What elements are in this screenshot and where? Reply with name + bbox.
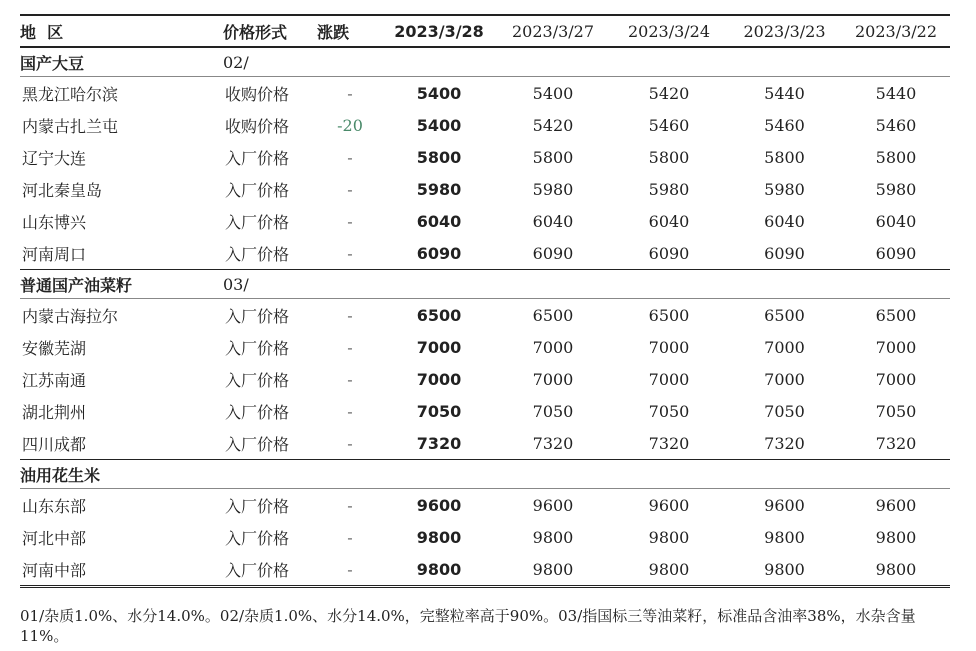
price-cell: 5440 <box>764 83 805 103</box>
price-cell: 7000 <box>764 369 805 389</box>
group-empty-cell <box>842 270 950 299</box>
current-price-cell: 9800 <box>383 553 495 587</box>
price-cell: 9800 <box>727 553 842 587</box>
price-cell: 6500 <box>532 305 574 325</box>
price-cell: 5460 <box>875 115 917 135</box>
price-cell: 5400 <box>532 83 574 103</box>
change-cell: - <box>347 401 353 421</box>
header-type: 价格形式 <box>223 15 317 47</box>
group-empty-cell <box>317 460 383 489</box>
price-cell: 7320 <box>875 433 917 453</box>
price-cell: 5800 <box>532 147 574 167</box>
price-cell: 9600 <box>648 495 690 515</box>
price-cell: 5460 <box>648 115 690 135</box>
group-empty-cell <box>495 270 611 299</box>
group-row <box>20 270 950 299</box>
price-cell: 7000 <box>764 337 805 357</box>
price-cell: 6090 <box>764 243 805 263</box>
region-cell: 黑龙江哈尔滨 <box>22 84 119 104</box>
price-cell: 7050 <box>648 401 690 421</box>
current-price-cell: 5800 <box>416 147 462 167</box>
region-cell: 山东博兴 <box>22 212 87 232</box>
price-type-cell: 收购价格 <box>225 116 290 136</box>
price-type-cell: 收购价格 <box>225 84 290 104</box>
price-type-cell: 入厂价格 <box>225 212 290 232</box>
group-note: 02/ <box>223 47 317 77</box>
region-cell: 河北中部 <box>22 528 87 548</box>
price-type-cell: 入厂价格 <box>225 402 290 422</box>
price-cell: 5440 <box>875 83 917 103</box>
group-name: 普通国产油菜籽 <box>20 270 223 299</box>
price-cell: 9600 <box>764 495 805 515</box>
change-cell: - <box>347 433 353 453</box>
header-change: 涨跌 <box>317 15 383 47</box>
price-cell: 5800 <box>875 147 917 167</box>
table-row <box>20 521 950 553</box>
price-type-cell: 入厂价格 <box>225 338 290 358</box>
change-cell: - <box>347 83 353 103</box>
group-empty-cell <box>842 47 950 77</box>
price-table-container <box>20 14 950 588</box>
group-empty-cell <box>611 270 727 299</box>
region-cell: 四川成都 <box>22 434 87 454</box>
table-row <box>20 553 950 587</box>
price-cell: 7050 <box>532 401 574 421</box>
current-price-cell: 6090 <box>416 243 462 263</box>
table-row <box>20 205 950 237</box>
current-price-cell: 9600 <box>416 495 462 515</box>
header-date: 2023/3/28 <box>383 15 495 47</box>
price-cell: 6090 <box>648 243 690 263</box>
price-type-cell: 入厂价格 <box>223 553 317 587</box>
group-empty-cell <box>495 47 611 77</box>
price-cell: 5980 <box>648 179 690 199</box>
price-cell: 9600 <box>875 495 917 515</box>
change-cell: -20 <box>337 115 363 135</box>
current-price-cell: 7000 <box>416 369 462 389</box>
price-type-cell: 入厂价格 <box>225 306 290 326</box>
group-note: 03/ <box>223 270 317 299</box>
current-price-cell: 5980 <box>416 179 462 199</box>
region-cell: 山东东部 <box>22 496 87 516</box>
price-cell: 7000 <box>875 337 917 357</box>
region-cell: 河南周口 <box>22 244 87 264</box>
price-type-cell: 入厂价格 <box>225 528 290 548</box>
table-row <box>20 395 950 427</box>
price-type-cell: 入厂价格 <box>225 434 290 454</box>
price-cell: 5420 <box>532 115 574 135</box>
price-cell: 6040 <box>875 211 917 231</box>
price-cell: 9800 <box>495 553 611 587</box>
current-price-cell: 6500 <box>416 305 462 325</box>
group-empty-cell <box>317 47 383 77</box>
table-row <box>20 173 950 205</box>
group-empty-cell <box>383 47 495 77</box>
region-cell: 湖北荆州 <box>22 402 87 422</box>
header-date: 2023/3/22 <box>842 15 950 47</box>
price-cell: 7050 <box>875 401 917 421</box>
price-cell: 9800 <box>875 527 917 547</box>
price-cell: 7000 <box>875 369 917 389</box>
group-empty-cell <box>495 460 611 489</box>
table-row <box>20 77 950 110</box>
price-cell: 6500 <box>764 305 805 325</box>
table-row <box>20 141 950 173</box>
price-cell: 7000 <box>532 369 574 389</box>
change-cell: - <box>347 179 353 199</box>
group-empty-cell <box>611 460 727 489</box>
header-region: 地 区 <box>20 15 223 47</box>
header-date: 2023/3/24 <box>611 15 727 47</box>
price-cell: 5800 <box>648 147 690 167</box>
change-cell: - <box>347 305 353 325</box>
price-table <box>20 14 950 588</box>
change-cell: - <box>347 211 353 231</box>
current-price-cell: 5400 <box>416 83 462 103</box>
group-note <box>223 460 317 489</box>
price-cell: 7320 <box>532 433 574 453</box>
header-date: 2023/3/23 <box>727 15 842 47</box>
current-price-cell: 7320 <box>416 433 462 453</box>
group-empty-cell <box>727 460 842 489</box>
change-cell: - <box>347 527 353 547</box>
change-cell: - <box>317 553 383 587</box>
table-row <box>20 109 950 141</box>
region-cell: 辽宁大连 <box>22 148 87 168</box>
price-cell: 7000 <box>648 369 690 389</box>
region-cell: 内蒙古海拉尔 <box>22 306 119 326</box>
change-cell: - <box>347 243 353 263</box>
table-row <box>20 489 950 522</box>
group-empty-cell <box>317 270 383 299</box>
table-row <box>20 299 950 332</box>
price-cell: 9600 <box>532 495 574 515</box>
header-row <box>20 15 950 47</box>
price-cell: 5980 <box>532 179 574 199</box>
price-cell: 5420 <box>648 83 690 103</box>
group-empty-cell <box>383 270 495 299</box>
group-name: 油用花生米 <box>20 460 223 489</box>
group-row <box>20 460 950 489</box>
price-type-cell: 入厂价格 <box>225 148 290 168</box>
price-type-cell: 入厂价格 <box>225 370 290 390</box>
region-cell: 安徽芜湖 <box>22 338 87 358</box>
region-cell: 江苏南通 <box>22 370 87 390</box>
group-empty-cell <box>727 47 842 77</box>
price-cell: 6040 <box>648 211 690 231</box>
price-cell: 7320 <box>648 433 690 453</box>
change-cell: - <box>347 369 353 389</box>
price-type-cell: 入厂价格 <box>225 496 290 516</box>
footnote: 01/杂质1.0%、水分14.0%。02/杂质1.0%、水分14.0%，完整粒率高于90%。03/指国标三等油菜籽，标准品含油率38%，水杂含量11%。 <box>20 607 916 645</box>
price-cell: 9800 <box>532 527 574 547</box>
current-price-cell: 6040 <box>416 211 462 231</box>
price-cell: 9800 <box>611 553 727 587</box>
price-cell: 6040 <box>532 211 574 231</box>
change-cell: - <box>347 495 353 515</box>
price-cell: 7000 <box>532 337 574 357</box>
table-row <box>20 331 950 363</box>
price-cell: 5460 <box>764 115 805 135</box>
price-cell: 7320 <box>764 433 805 453</box>
group-empty-cell <box>727 270 842 299</box>
group-row <box>20 47 950 77</box>
price-type-cell: 入厂价格 <box>225 180 290 200</box>
price-cell: 5800 <box>764 147 805 167</box>
current-price-cell: 5400 <box>416 115 462 135</box>
table-row <box>20 237 950 270</box>
current-price-cell: 9800 <box>416 527 462 547</box>
price-cell: 6040 <box>764 211 805 231</box>
price-cell: 5980 <box>875 179 917 199</box>
current-price-cell: 7050 <box>416 401 462 421</box>
current-price-cell: 7000 <box>416 337 462 357</box>
price-type-cell: 入厂价格 <box>225 244 290 264</box>
group-name: 国产大豆 <box>20 47 223 77</box>
price-cell: 9800 <box>842 553 950 587</box>
price-cell: 9800 <box>648 527 690 547</box>
group-empty-cell <box>842 460 950 489</box>
price-cell: 5980 <box>764 179 805 199</box>
table-body <box>20 47 950 587</box>
price-cell: 6500 <box>875 305 917 325</box>
price-cell: 6090 <box>875 243 917 263</box>
price-cell: 6090 <box>532 243 574 263</box>
region-cell: 内蒙古扎兰屯 <box>22 116 119 136</box>
change-cell: - <box>347 147 353 167</box>
header-date: 2023/3/27 <box>495 15 611 47</box>
price-cell: 7000 <box>648 337 690 357</box>
table-row <box>20 363 950 395</box>
region-cell: 河北秦皇岛 <box>22 180 103 200</box>
price-cell: 9800 <box>764 527 805 547</box>
price-cell: 7050 <box>764 401 805 421</box>
group-empty-cell <box>383 460 495 489</box>
region-cell: 河南中部 <box>20 553 223 587</box>
price-cell: 6500 <box>648 305 690 325</box>
change-cell: - <box>347 337 353 357</box>
table-row <box>20 427 950 460</box>
group-empty-cell <box>611 47 727 77</box>
